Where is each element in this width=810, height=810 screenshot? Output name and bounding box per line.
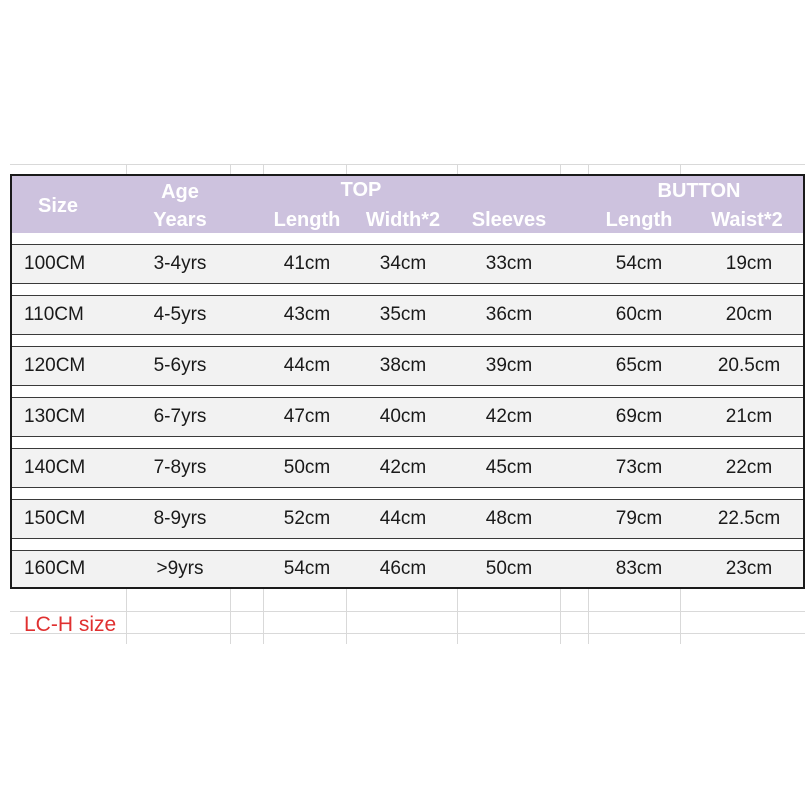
bottom-length-cell: 65cm bbox=[615, 355, 663, 376]
header-age: Age bbox=[161, 181, 199, 203]
grid-line bbox=[10, 633, 805, 634]
table-row bbox=[12, 295, 803, 335]
grid-line bbox=[10, 164, 805, 165]
size-cell: 100CM bbox=[24, 253, 86, 274]
size-cell: 110CM bbox=[24, 304, 84, 325]
bottom-waist-cell: 20.5cm bbox=[717, 355, 781, 376]
bottom-waist-cell: 22.5cm bbox=[717, 508, 781, 529]
header-top-group: TOP bbox=[340, 179, 382, 201]
top-sleeves-cell: 39cm bbox=[485, 355, 533, 376]
top-length-cell: 41cm bbox=[283, 253, 331, 274]
top-sleeves-cell: 50cm bbox=[485, 558, 533, 579]
top-length-cell: 52cm bbox=[283, 508, 331, 529]
age-cell: 7-8yrs bbox=[153, 457, 207, 478]
table-row bbox=[12, 346, 803, 386]
size-cell: 130CM bbox=[24, 406, 86, 427]
header-top-width: Width*2 bbox=[365, 209, 441, 231]
header-bottom-waist: Waist*2 bbox=[711, 209, 783, 231]
top-length-cell: 47cm bbox=[283, 406, 331, 427]
size-cell: 120CM bbox=[24, 355, 86, 376]
size-chart-table bbox=[10, 174, 805, 589]
top-sleeves-cell: 42cm bbox=[485, 406, 533, 427]
bottom-waist-cell: 19cm bbox=[725, 253, 773, 274]
top-width-cell: 46cm bbox=[379, 558, 427, 579]
top-length-cell: 50cm bbox=[283, 457, 331, 478]
age-cell: 4-5yrs bbox=[153, 304, 207, 325]
header-top-length: Length bbox=[273, 209, 341, 231]
age-cell: 3-4yrs bbox=[153, 253, 207, 274]
table-row bbox=[12, 397, 803, 437]
bottom-length-cell: 83cm bbox=[615, 558, 663, 579]
top-width-cell: 40cm bbox=[379, 406, 427, 427]
header-bottom-group: BUTTON bbox=[657, 180, 741, 202]
top-width-cell: 35cm bbox=[379, 304, 427, 325]
top-length-cell: 43cm bbox=[283, 304, 331, 325]
bottom-length-cell: 60cm bbox=[615, 304, 663, 325]
age-cell: 5-6yrs bbox=[153, 355, 207, 376]
top-sleeves-cell: 45cm bbox=[485, 457, 533, 478]
top-width-cell: 38cm bbox=[379, 355, 427, 376]
top-sleeves-cell: 33cm bbox=[485, 253, 533, 274]
bottom-waist-cell: 22cm bbox=[725, 457, 773, 478]
age-cell: 6-7yrs bbox=[153, 406, 207, 427]
bottom-length-cell: 69cm bbox=[615, 406, 663, 427]
age-cell: 8-9yrs bbox=[153, 508, 207, 529]
bottom-waist-cell: 20cm bbox=[725, 304, 773, 325]
size-cell: 140CM bbox=[24, 457, 86, 478]
header-size: Size bbox=[37, 195, 79, 217]
top-length-cell: 44cm bbox=[283, 355, 331, 376]
table-row bbox=[12, 550, 803, 587]
age-cell: >9yrs bbox=[156, 558, 204, 579]
header-top-sleeves: Sleeves bbox=[471, 209, 547, 231]
header-bottom-length: Length bbox=[605, 209, 673, 231]
table-row bbox=[12, 448, 803, 488]
bottom-length-cell: 79cm bbox=[615, 508, 663, 529]
bottom-waist-cell: 23cm bbox=[725, 558, 773, 579]
grid-line bbox=[10, 611, 805, 612]
table-row bbox=[12, 244, 803, 284]
bottom-length-cell: 73cm bbox=[615, 457, 663, 478]
size-cell: 150CM bbox=[24, 508, 86, 529]
size-caption: LC-H size bbox=[24, 613, 117, 636]
bottom-waist-cell: 21cm bbox=[725, 406, 773, 427]
size-cell: 160CM bbox=[24, 558, 86, 579]
bottom-length-cell: 54cm bbox=[615, 253, 663, 274]
top-sleeves-cell: 48cm bbox=[485, 508, 533, 529]
top-width-cell: 34cm bbox=[379, 253, 427, 274]
top-width-cell: 44cm bbox=[379, 508, 427, 529]
table-header bbox=[12, 176, 803, 233]
header-years: Years bbox=[153, 209, 207, 231]
table-row bbox=[12, 499, 803, 539]
top-length-cell: 54cm bbox=[283, 558, 331, 579]
top-width-cell: 42cm bbox=[379, 457, 427, 478]
top-sleeves-cell: 36cm bbox=[485, 304, 533, 325]
